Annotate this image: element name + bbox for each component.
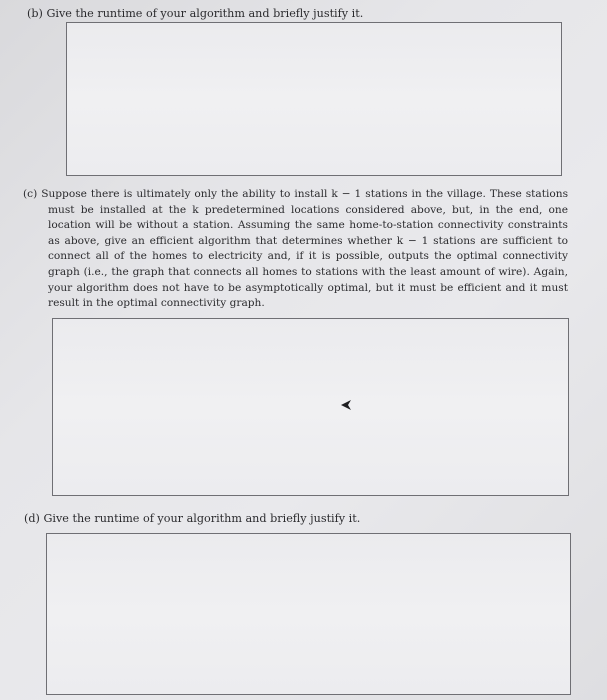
question-d-text: Give the runtime of your algorithm and briefly justify it. <box>43 512 361 525</box>
question-d-label: (d) <box>24 512 40 525</box>
question-d <box>24 511 360 527</box>
answer-box-d[interactable] <box>46 533 571 695</box>
question-b-text: Give the runtime of your algorithm and briefly justify it. <box>46 7 364 20</box>
question-c-text: Suppose there is ultimately only the ability to install k − 1 stations in the village. These stations must be installed at the k predetermined locations considered above, but, in the end, one location will be without a station. Assuming the same home-to-station connectivity constraints as above, give an efficient algorithm that determines whether k − 1 stations are sufficient to connect all of the homes to electricity and, if it is possible, outputs the optimal connectivity graph (i.e., the graph that connects all homes to stations with the least amount of wire). Again, your algorithm does not have to be asymptotically optimal, but it must be efficient and it must result in the optimal connectivity graph. <box>41 188 568 310</box>
answer-box-b[interactable] <box>66 22 562 176</box>
question-b <box>27 6 363 22</box>
answer-box-c[interactable] <box>52 318 569 496</box>
mouse-pointer-icon <box>339 398 353 412</box>
question-c-label: (c) <box>23 188 38 200</box>
question-c <box>23 187 568 312</box>
question-b-label: (b) <box>27 7 43 20</box>
